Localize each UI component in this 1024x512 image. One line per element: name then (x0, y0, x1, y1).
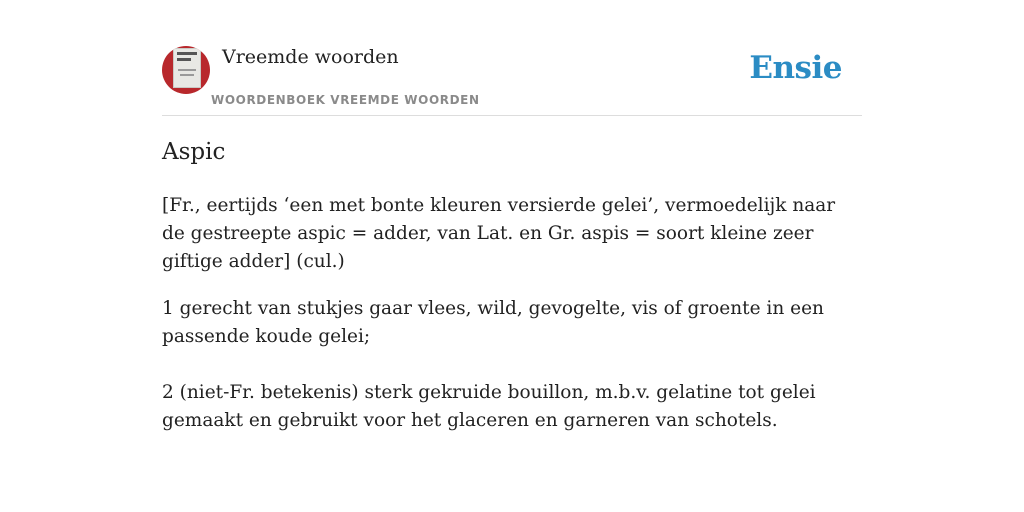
dictionary-header (162, 0, 862, 116)
brand-logo[interactable]: Ensie (749, 50, 842, 86)
entry-definition-1: 1 gerecht van stukjes gaar vlees, wild, gevogelte, vis of groente in een passende koude gelei; (162, 298, 824, 347)
entry-definition-2: 2 (niet-Fr. betekenis) sterk gekruide bouillon, m.b.v. gelatine tot gelei gemaakt en gebruikt voor het glaceren en garneren van schotels. (162, 382, 816, 431)
dictionary-subtitle: WOORDENBOEK VREEMDE WOORDEN (211, 93, 480, 107)
book-cover-icon (173, 48, 201, 88)
entry-headword: Aspic (162, 139, 226, 165)
page-content (162, 0, 862, 431)
dictionary-name-link[interactable]: Vreemde woorden (222, 46, 399, 68)
dictionary-thumbnail[interactable] (162, 46, 210, 94)
entry-etymology: [Fr., eertijds ‘een met bonte kleuren versierde gelei’, vermoedelijk naar de gestreepte aspic = adder, van Lat. en Gr. aspis = soort kleine zeer giftige adder] (cul.) (162, 195, 836, 272)
